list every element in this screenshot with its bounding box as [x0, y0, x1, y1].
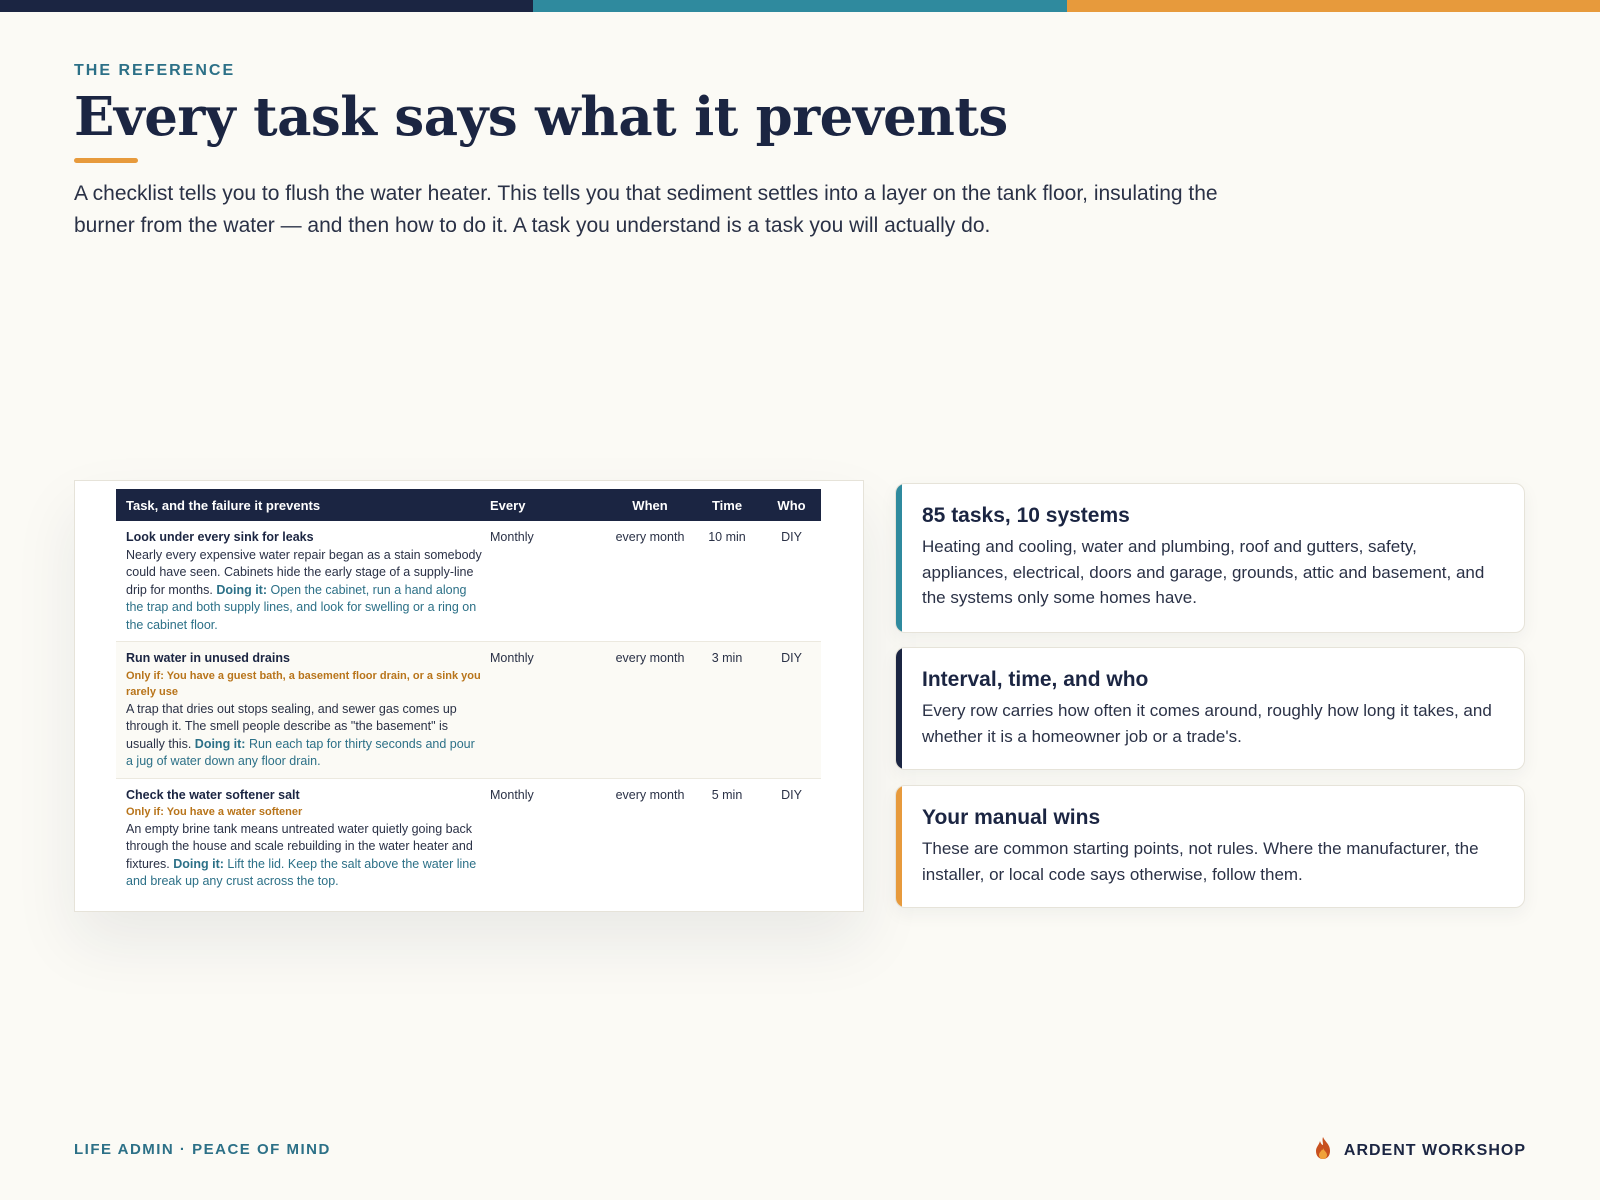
info-card-tasks: [895, 483, 1525, 633]
doing-it-text: Lift the lid. Keep the salt above the water line and break up any crust across the top.: [126, 856, 477, 888]
task-name: Run water in unused drains: [126, 651, 290, 665]
who-cell: DIY: [781, 651, 802, 665]
when-cell: every month: [615, 530, 685, 544]
page-title: Every task says what it prevents: [74, 86, 1008, 148]
flame-icon: [1312, 1136, 1334, 1165]
task-failure-text: A trap that dries out stops sealing, and sewer gas comes up through it. The smell people describe as "the basement" is usually this.: [126, 701, 457, 751]
column-header-every: Every: [490, 497, 526, 513]
task-name: Check the water softener salt: [126, 787, 300, 802]
title-underline: [74, 158, 138, 163]
time-cell: 10 min: [708, 530, 746, 544]
task-cell: [116, 650, 490, 771]
card-accent-bar: [896, 484, 902, 632]
table-row: [116, 779, 821, 898]
info-card-manual: [895, 785, 1525, 908]
every-cell: Monthly: [490, 530, 534, 544]
task-cell: [116, 787, 490, 891]
column-header-time: Time: [711, 497, 743, 513]
every-cell: Monthly: [490, 787, 534, 802]
card-accent-bar: [896, 648, 902, 769]
column-header-task: Task, and the failure it prevents: [126, 497, 321, 513]
who-cell: DIY: [781, 787, 802, 802]
doing-it-label: Doing it:: [194, 736, 246, 751]
top-bar-teal: [533, 0, 1066, 12]
top-color-bar: [0, 0, 1600, 12]
card-accent-bar: [896, 786, 902, 907]
table-row: [116, 642, 821, 779]
top-bar-navy: [0, 0, 533, 12]
task-condition: Only if: You have a water softener: [126, 806, 303, 818]
card-title: 85 tasks, 10 systems: [922, 504, 1130, 527]
doing-it-label: Doing it:: [216, 582, 268, 597]
brand-name: ARDENT WORKSHOP: [1343, 1141, 1526, 1159]
card-body: These are common starting points, not rules. Where the manufacturer, the installer, or local code says otherwise, follow them.: [922, 839, 1479, 884]
time-cell: 3 min: [711, 651, 743, 665]
task-cell: [116, 529, 490, 634]
footer-brand: [1312, 1136, 1526, 1165]
every-cell: Monthly: [490, 651, 534, 665]
task-name: Look under every sink for leaks: [126, 530, 314, 544]
who-cell: DIY: [781, 530, 802, 544]
column-header-when: When: [632, 497, 668, 513]
footer-tagline: LIFE ADMIN · PEACE OF MIND: [74, 1141, 331, 1158]
card-body: Heating and cooling, water and plumbing, roof and gutters, safety, appliances, electrical, doors and garage, grounds, attic and basement, and the systems only some homes have.: [922, 537, 1485, 607]
when-cell: every month: [615, 787, 685, 802]
when-cell: every month: [615, 651, 685, 665]
table-row: [116, 521, 821, 642]
doing-it-text: Run each tap for thirty seconds and pour a jug of water down any floor drain.: [126, 736, 475, 768]
card-body: Every row carries how often it comes around, roughly how long it takes, and whether it is a homeowner job or a trade's.: [922, 701, 1492, 746]
card-title: Your manual wins: [922, 806, 1101, 829]
column-header-who: Who: [777, 497, 806, 513]
card-title: Interval, time, and who: [922, 668, 1149, 691]
task-condition: Only if: You have a guest bath, a basement floor drain, or a sink you rarely use: [126, 669, 481, 698]
task-table-card: [74, 480, 864, 912]
time-cell: 5 min: [711, 787, 743, 802]
intro-paragraph: A checklist tells you to flush the water heater. This tells you that sediment settles into a layer on the tank floor, insulating the burner from the water — and then how to do it. A task you understand is a task you will actually do.: [74, 182, 1218, 237]
doing-it-label: Doing it:: [173, 856, 224, 871]
eyebrow-label: THE REFERENCE: [74, 62, 236, 79]
task-failure-text: Nearly every expensive water repair began as a stain somebody could have seen. Cabinets hide the early stage of a supply-line drip for months.: [126, 547, 482, 597]
task-failure-text: An empty brine tank means untreated water quietly going back through the house and scale rebuilding in the water heater and fixtures.: [126, 821, 473, 871]
table-header: [116, 489, 821, 521]
info-card-interval: [895, 647, 1525, 770]
doing-it-text: Open the cabinet, run a hand along the trap and both supply lines, and look for swelling or a ring on the cabinet floor.: [126, 582, 477, 632]
top-bar-orange: [1067, 0, 1600, 12]
task-table: [116, 489, 821, 898]
